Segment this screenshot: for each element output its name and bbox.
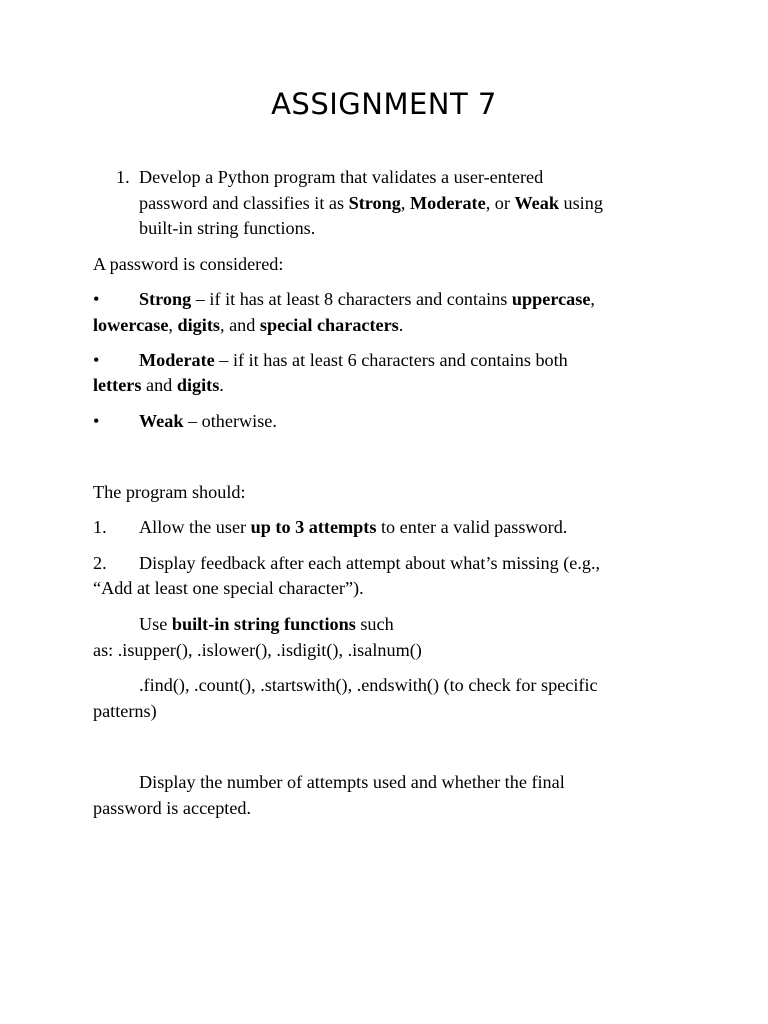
comma-text: ,: [400, 193, 410, 213]
lowercase-term: lowercase: [93, 315, 169, 335]
step-1-pre: Allow the user: [139, 517, 251, 537]
builtin-term: built-in string functions: [171, 614, 356, 634]
bullet-strong-line-1: [139, 287, 595, 313]
strong-term: Strong: [348, 193, 401, 213]
builtin-post: such: [355, 614, 394, 634]
digits-term: digits: [177, 315, 220, 335]
and-text: and: [141, 375, 177, 395]
bullet-weak-text: – otherwise.: [183, 411, 277, 431]
step-2-line-2: “Add at least one special character”).: [93, 578, 364, 598]
question-line-2: [139, 191, 603, 217]
step-2-line-1: Display feedback after each attempt about what’s missing (e.g.,: [139, 553, 601, 573]
bullet-strong-text: – if it has at least 8 characters and contains: [191, 289, 512, 309]
builtin-line-2: as: .isupper(), .islower(), .isdigit(), .isalnum(): [93, 640, 422, 660]
question-line-3: built-in string functions.: [139, 218, 316, 238]
bullet-strong-line-2: [93, 313, 403, 339]
comma-text: ,: [168, 315, 178, 335]
builtin-line-1: [139, 612, 394, 638]
bullet-moderate-line-1: [139, 348, 568, 374]
find-line-1: .find(), .count(), .startswith(), .endswith() (to check for specific: [139, 675, 598, 695]
find-line-2: patterns): [93, 701, 157, 721]
step-number: 2.: [93, 553, 107, 573]
bullet-weak-line: [139, 409, 277, 435]
or-text: , or: [485, 193, 515, 213]
bullet-moderate-line-2: [93, 373, 224, 399]
moderate-term: Moderate: [409, 193, 486, 213]
bullet-marker: •: [93, 350, 100, 370]
bullet-weak-term: Weak: [139, 411, 184, 431]
considered-heading: A password is considered:: [93, 254, 284, 274]
uppercase-term: uppercase: [511, 289, 591, 309]
comma-text: ,: [590, 289, 595, 309]
using-text: using: [558, 193, 603, 213]
question-line-1: Develop a Python program that validates a user-entered: [139, 167, 544, 187]
question-line-2-text: password and classifies it as: [139, 193, 349, 213]
bullet-marker: •: [93, 289, 100, 309]
step-1-post: to enter a valid password.: [376, 517, 568, 537]
bullet-marker: •: [93, 411, 100, 431]
attempts-term: up to 3 attempts: [250, 517, 377, 537]
display-line-1: Display the number of attempts used and whether the final: [139, 772, 565, 792]
step-1-text: [139, 515, 567, 541]
and-text: , and: [219, 315, 260, 335]
letters-term: letters: [93, 375, 142, 395]
period-text: .: [398, 315, 404, 335]
bullet-moderate-term: Moderate: [139, 350, 215, 370]
bullet-strong-term: Strong: [139, 289, 192, 309]
builtin-pre: Use: [139, 614, 172, 634]
display-line-2: password is accepted.: [93, 798, 252, 818]
step-number: 1.: [93, 517, 107, 537]
document-title: ASSIGNMENT 7: [271, 87, 497, 121]
weak-term: Weak: [514, 193, 559, 213]
digits-term: digits: [176, 375, 220, 395]
special-term: special characters: [259, 315, 399, 335]
program-should-heading: The program should:: [93, 482, 246, 502]
period-text: .: [219, 375, 224, 395]
bullet-moderate-text: – if it has at least 6 characters and contains both: [214, 350, 568, 370]
question-number: 1.: [116, 167, 130, 187]
